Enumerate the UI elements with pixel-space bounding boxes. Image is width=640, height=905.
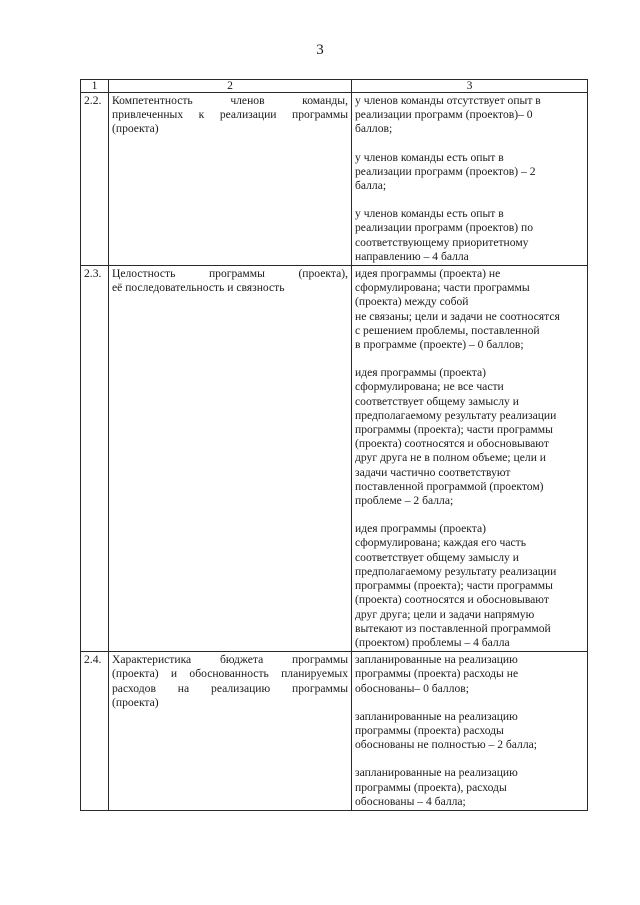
criterion-text-line: (проекта) и обоснованность планируемых bbox=[112, 667, 348, 681]
score-text-line: соответствует общему замыслу и bbox=[355, 394, 519, 408]
score-text-line: программы (проекта); части программы bbox=[355, 423, 553, 437]
score-text-line: друг друга; цели и задачи напрямую bbox=[355, 607, 535, 621]
criterion-cell bbox=[109, 93, 352, 266]
score-text-line: сформулирована; не все части bbox=[355, 380, 504, 394]
criterion-text-line: её последовательность и связность bbox=[112, 281, 285, 295]
score-text-line: программы (проекта), расходы bbox=[355, 780, 507, 794]
score-text-line: поставленной программой (проектом) bbox=[355, 479, 544, 493]
criterion-text-line: привлеченных к реализации программы bbox=[112, 108, 348, 122]
score-text-line: реализации программ (проектов)– 0 bbox=[355, 108, 533, 122]
score-text-line: не связаны; цели и задачи не соотносятся bbox=[355, 309, 560, 323]
criterion-text-line: (проекта) bbox=[112, 695, 159, 709]
score-text-line: обоснованы – 4 балла; bbox=[355, 794, 466, 808]
score-text-line: обоснованы не полностью – 2 балла; bbox=[355, 738, 537, 752]
score-text-line: соответствующему приоритетному bbox=[355, 235, 529, 249]
score-text-line: балла; bbox=[355, 179, 387, 193]
score-option bbox=[355, 766, 584, 809]
column-header-scores: 3 bbox=[352, 80, 588, 93]
score-spacer bbox=[355, 696, 584, 710]
score-text-line: программы (проекта) расходы bbox=[355, 723, 504, 737]
score-text-line: у членов команды отсутствует опыт в bbox=[355, 94, 541, 107]
score-text-line: проблеме – 2 балла; bbox=[355, 494, 454, 508]
score-option bbox=[355, 94, 584, 137]
scoring-cell bbox=[352, 93, 588, 266]
table-row bbox=[81, 266, 588, 652]
score-text-line: программы (проекта) расходы не bbox=[355, 667, 519, 681]
score-text-line: (проекта) соотносятся и обосновывают bbox=[355, 593, 549, 607]
criterion-text-line: Характеристика бюджета программы bbox=[112, 653, 348, 667]
score-text-line: направлению – 4 балла bbox=[355, 249, 469, 263]
column-header-number: 1 bbox=[81, 80, 109, 93]
criterion-text-line: расходов на реализацию программы bbox=[112, 681, 348, 695]
score-text-line: вытекают из поставленной программой bbox=[355, 621, 551, 635]
table-row bbox=[81, 93, 588, 266]
table-row bbox=[81, 652, 588, 811]
score-text-line: обоснованы– 0 баллов; bbox=[355, 681, 469, 695]
score-text-line: идея программы (проекта) bbox=[355, 366, 486, 380]
score-text-line: у членов команды есть опыт в bbox=[355, 207, 504, 221]
score-text-line: запланированные на реализацию bbox=[355, 709, 518, 723]
score-text-line: запланированные на реализацию bbox=[355, 766, 518, 780]
criterion-text-line: Компетентность членов команды, bbox=[112, 94, 348, 107]
score-option bbox=[355, 710, 584, 753]
score-option bbox=[355, 653, 584, 696]
score-text-line: задачи частично соответствуют bbox=[355, 465, 511, 479]
score-text-line: идея программы (проекта) не bbox=[355, 267, 501, 281]
evaluation-criteria-table bbox=[80, 79, 588, 811]
score-spacer bbox=[355, 752, 584, 766]
score-text-line: программы (проекта); части программы bbox=[355, 579, 553, 593]
score-text-line: сформулирована; части программы bbox=[355, 281, 530, 295]
score-text-line: предполагаемому результату реализации bbox=[355, 564, 557, 578]
row-number: 2.4. bbox=[81, 652, 109, 811]
score-text-line: (проектом) проблемы – 4 балла bbox=[355, 635, 510, 649]
score-text-line: баллов; bbox=[355, 122, 393, 136]
table-body bbox=[81, 93, 588, 811]
column-header-criterion: 2 bbox=[109, 80, 352, 93]
row-number: 2.2. bbox=[81, 93, 109, 266]
scoring-cell bbox=[352, 652, 588, 811]
criterion-cell bbox=[109, 652, 352, 811]
criterion-text-line: Целостность программы (проекта), bbox=[112, 267, 348, 281]
score-option bbox=[355, 151, 584, 194]
score-text-line: с решением проблемы, поставленной bbox=[355, 323, 540, 337]
score-option bbox=[355, 366, 584, 508]
score-text-line: реализации программ (проектов) – 2 bbox=[355, 164, 536, 178]
score-option bbox=[355, 267, 584, 352]
score-spacer bbox=[355, 508, 584, 522]
score-text-line: соответствует общему замыслу и bbox=[355, 550, 519, 564]
score-text-line: друг друга не в полном объеме; цели и bbox=[355, 451, 546, 465]
score-text-line: в программе (проекте) – 0 баллов; bbox=[355, 338, 524, 352]
score-text-line: запланированные на реализацию bbox=[355, 653, 518, 667]
score-option bbox=[355, 522, 584, 650]
score-text-line: реализации программ (проектов) по bbox=[355, 221, 533, 235]
criterion-cell bbox=[109, 266, 352, 652]
scoring-cell bbox=[352, 266, 588, 652]
score-text-line: сформулирована; каждая его часть bbox=[355, 536, 527, 550]
score-text-line: (проекта) соотносятся и обосновывают bbox=[355, 437, 549, 451]
score-spacer bbox=[355, 193, 584, 207]
score-spacer bbox=[355, 352, 584, 366]
score-text-line: (проекта) между собой bbox=[355, 295, 469, 309]
criterion-text-line: (проекта) bbox=[112, 122, 159, 136]
score-option bbox=[355, 207, 584, 264]
row-number: 2.3. bbox=[81, 266, 109, 652]
score-text-line: предполагаемому результату реализации bbox=[355, 408, 557, 422]
page-number: 3 bbox=[316, 42, 324, 58]
score-spacer bbox=[355, 137, 584, 151]
table-header-row bbox=[81, 80, 588, 93]
score-text-line: идея программы (проекта) bbox=[355, 522, 486, 536]
score-text-line: у членов команды есть опыт в bbox=[355, 150, 504, 164]
